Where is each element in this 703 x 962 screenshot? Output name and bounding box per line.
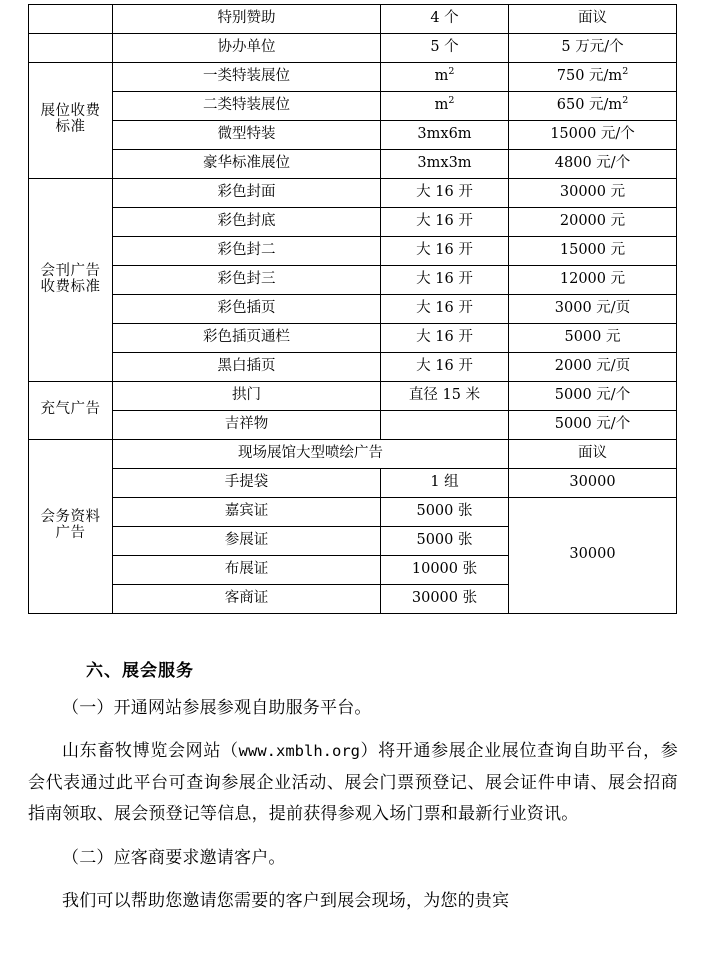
cell-price: 5000 元/个 (509, 382, 677, 411)
subsection-1-title: （一）开通网站参展参观自助服务平台。 (62, 698, 372, 718)
cell-price: 面议 (509, 440, 677, 469)
category-line-1: 展位收费 (40, 103, 101, 120)
category-line-1: 会刊广告 (40, 262, 101, 279)
table-row (29, 440, 677, 469)
cell-item: 二类特装展位 (113, 92, 381, 121)
table-row (29, 34, 677, 63)
cell-spec: 大 16 开 (381, 324, 509, 353)
cell-spec: 大 16 开 (381, 208, 509, 237)
table-row (29, 121, 677, 150)
cell-spec: 30000 张 (381, 585, 509, 614)
fee-table (28, 4, 677, 614)
category-line-2: 标准 (55, 119, 86, 135)
cell-spec: 大 16 开 (381, 266, 509, 295)
cell-item: 黑白插页 (113, 353, 381, 382)
price-sup: 2 (622, 94, 629, 106)
table-row (29, 266, 677, 295)
cell-spec: 1 组 (381, 469, 509, 498)
cell-item: 客商证 (113, 585, 381, 614)
cell-item: 特别赞助 (113, 5, 381, 34)
cell-item: 彩色封二 (113, 237, 381, 266)
cell-price: 30000 元 (509, 179, 677, 208)
cell-spec (381, 63, 509, 92)
cell-spec: 3mx6m (381, 121, 509, 150)
cell-spec: 大 16 开 (381, 295, 509, 324)
cell-item: 布展证 (113, 556, 381, 585)
document-page (0, 4, 703, 962)
price-base: 650 元/m (556, 96, 623, 113)
cell-price: 15000 元 (509, 237, 677, 266)
subsection-2-title: （二）应客商要求邀请客户。 (62, 847, 286, 868)
cell-spec: 5000 张 (381, 527, 509, 556)
cell-item: 嘉宾证 (113, 498, 381, 527)
cell-category-conference-material-ad (29, 440, 113, 614)
cell-item: 彩色封面 (113, 179, 381, 208)
table-row (29, 63, 677, 92)
cell-price: 面议 (509, 5, 677, 34)
category-line-1: 充气广告 (40, 401, 101, 418)
cell-price (509, 92, 677, 121)
table-row (29, 469, 677, 498)
spec-base: m (434, 96, 449, 113)
cell-spec: 5 个 (381, 34, 509, 63)
cell-spec: 直径 15 米 (381, 382, 509, 411)
table-row (29, 353, 677, 382)
price-sup: 2 (622, 65, 629, 77)
cell-price: 30000 (509, 469, 677, 498)
cell-category-empty (29, 5, 113, 34)
cell-price: 5000 元 (509, 324, 677, 353)
cell-item: 微型特装 (113, 121, 381, 150)
table-row (29, 150, 677, 179)
category-line-2: 收费标准 (40, 278, 101, 295)
cell-category-journal-ad (29, 179, 113, 382)
cell-price: 30000 (509, 498, 677, 614)
cell-item: 手提袋 (113, 469, 381, 498)
category-line-1: 会务资料 (40, 509, 101, 526)
website-url: www.xmblh.org (238, 742, 360, 761)
cell-spec (381, 411, 509, 440)
cell-item: 彩色封三 (113, 266, 381, 295)
cell-item: 彩色插页 (113, 295, 381, 324)
cell-price: 3000 元/页 (509, 295, 677, 324)
cell-spec (381, 92, 509, 121)
cell-item: 豪华标准展位 (113, 150, 381, 179)
spec-base: m (434, 67, 449, 84)
table-row (29, 5, 677, 34)
cell-item: 彩色封底 (113, 208, 381, 237)
cell-price: 4800 元/个 (509, 150, 677, 179)
table-row (29, 179, 677, 208)
cell-item: 吉祥物 (113, 411, 381, 440)
cell-price: 2000 元/页 (509, 353, 677, 382)
cell-price: 5000 元/个 (509, 411, 677, 440)
table-row (29, 295, 677, 324)
paragraph-1-part-b: ）将开通参展企业展位查询自助平台，参会代表通过此平台可查询参展企业活动、展会门票预登记、展会证件申请、展会招商指南领取、展会预登记等信息，提前获得参观入场门票和最新行业资讯。 (28, 741, 678, 825)
cell-category-booth (29, 63, 113, 179)
table-row (29, 498, 677, 527)
section-heading: 六、展会服务 (86, 661, 194, 681)
cell-item: 协办单位 (113, 34, 381, 63)
table-row (29, 324, 677, 353)
cell-spec: 大 16 开 (381, 237, 509, 266)
spec-sup: 2 (448, 94, 455, 106)
spec-sup: 2 (448, 65, 455, 77)
cell-item: 现场展馆大型喷绘广告 (113, 440, 509, 469)
table-row (29, 92, 677, 121)
cell-item: 拱门 (113, 382, 381, 411)
cell-spec: 大 16 开 (381, 179, 509, 208)
paragraph-2: 我们可以帮助您邀请您需要的客户到展会现场，为您的贵宾 (62, 891, 510, 912)
cell-spec: 10000 张 (381, 556, 509, 585)
cell-category-empty (29, 34, 113, 63)
cell-price: 5 万元/个 (509, 34, 677, 63)
cell-price: 12000 元 (509, 266, 677, 295)
paragraph-1-part-a: 山东畜牧博览会网站（ (62, 741, 239, 762)
table-row (29, 208, 677, 237)
cell-price: 20000 元 (509, 208, 677, 237)
table-row (29, 411, 677, 440)
cell-item: 一类特装展位 (113, 63, 381, 92)
price-base: 750 元/m (556, 67, 623, 84)
cell-item: 参展证 (113, 527, 381, 556)
table-row (29, 237, 677, 266)
table-row (29, 382, 677, 411)
cell-price: 15000 元/个 (509, 121, 677, 150)
category-line-2: 广告 (55, 525, 86, 541)
cell-price (509, 63, 677, 92)
cell-spec: 4 个 (381, 5, 509, 34)
cell-spec: 5000 张 (381, 498, 509, 527)
paragraph-1 (28, 736, 678, 830)
cell-item: 彩色插页通栏 (113, 324, 381, 353)
cell-spec: 大 16 开 (381, 353, 509, 382)
cell-spec: 3mx3m (381, 150, 509, 179)
cell-category-inflatable-ad (29, 382, 113, 440)
